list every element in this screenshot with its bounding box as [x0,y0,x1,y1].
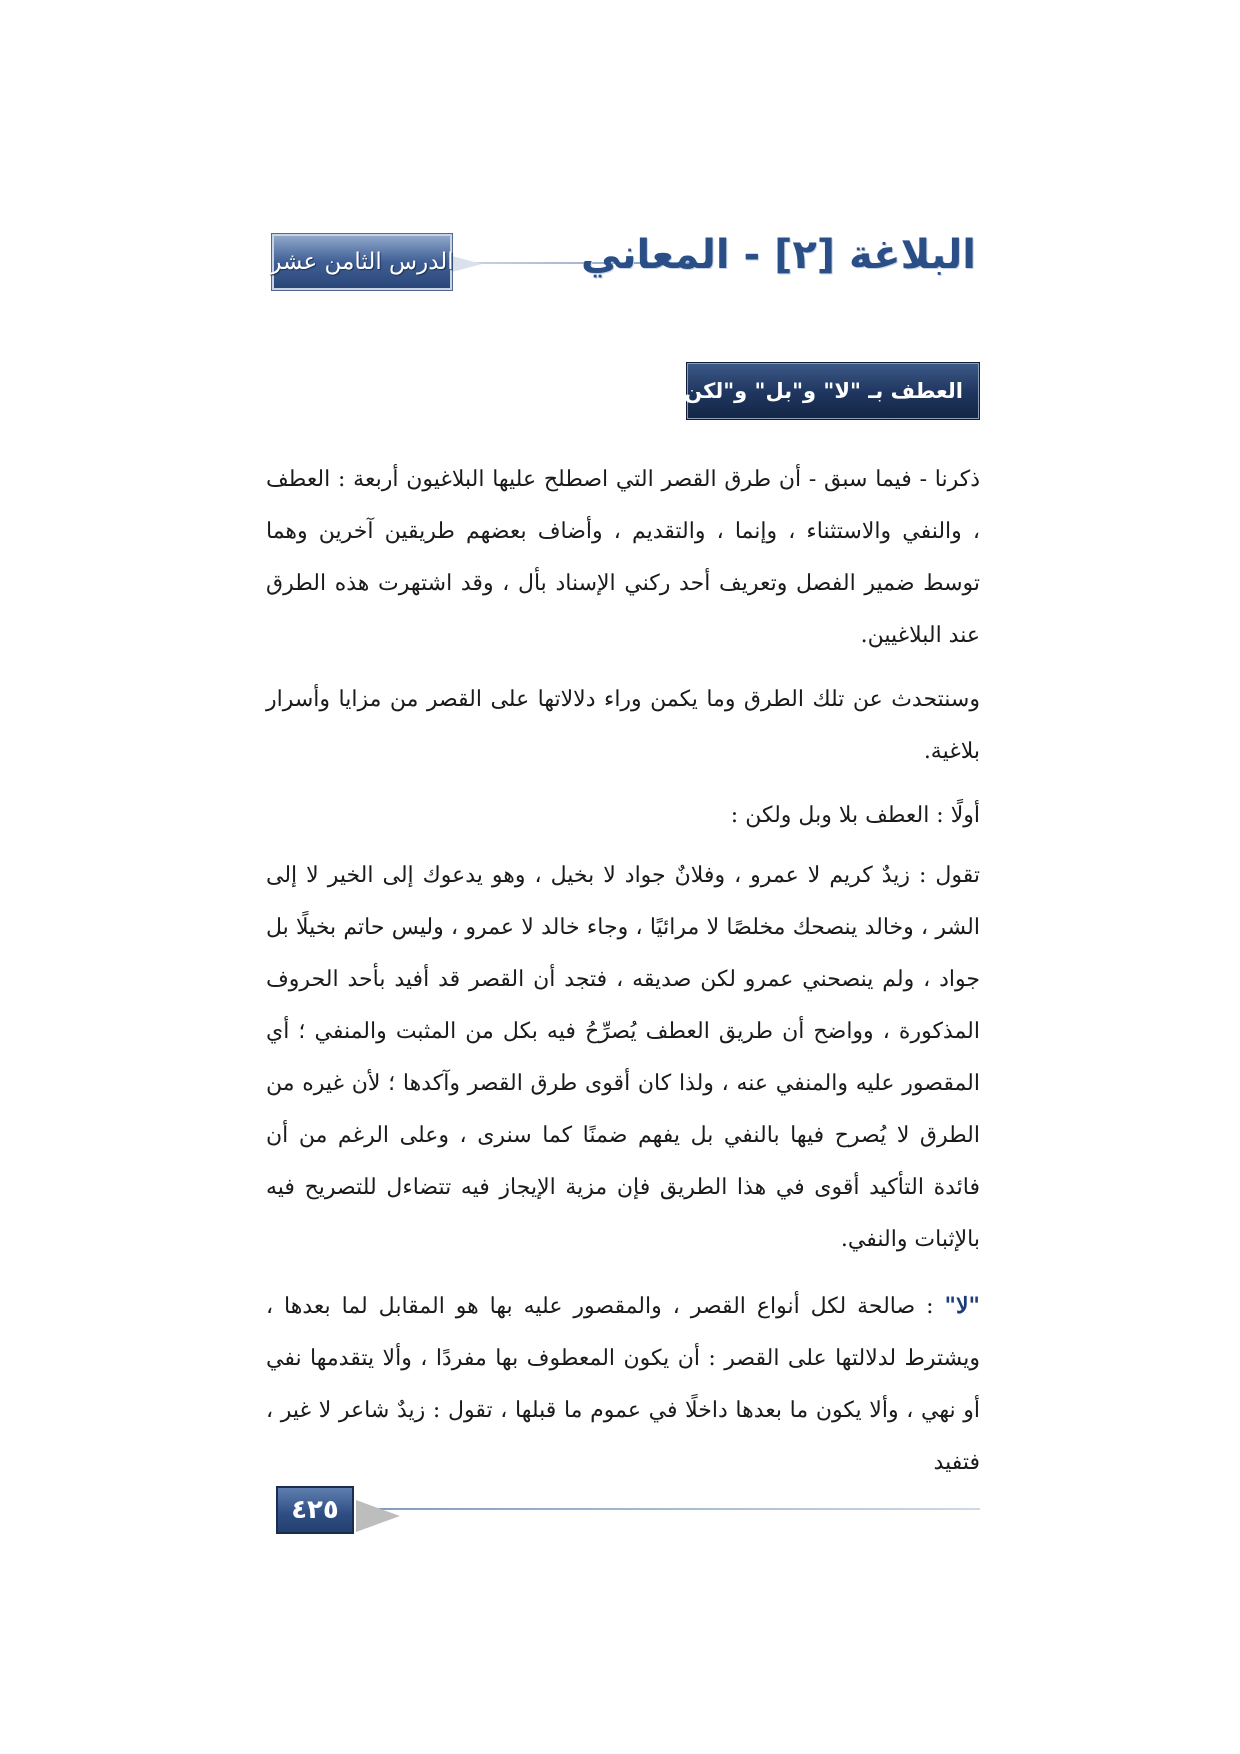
page-number: ٤٢٥ [291,1495,339,1525]
header-rule-wedge [452,256,482,272]
lesson-label: الدرس الثامن عشر [270,249,454,275]
section-heading [673,362,980,420]
lesson-badge [272,234,452,290]
book-title: البلاغة [٢] - المعاني [580,232,976,278]
paragraph-overview: وسنتحدث عن تلك الطرق وما يكمن وراء دلالاتها على القصر من مزايا وأسرار بلاغية. [266,687,980,764]
paragraph-la-text: : صالحة لكل أنواع القصر ، والمقصور عليه بها هو المقابل لما بعدها ، ويشترط لدلالتها على القصر : أن يكون المعطوف بها مفردًا ، وألا يتقدمها نفي أو نهي ، وألا يكون ما بعدها داخلًا في عموم ما قبلها ، تقول : زيدٌ شاعر لا غير ، فتفيد [266,1294,980,1475]
paragraph-examples: تقول : زيدٌ كريم لا عمرو ، وفلانٌ جواد لا بخيل ، وهو يدعوك إلى الخير لا إلى الشر ، وخالد ينصحك مخلصًا لا مرائيًا ، وجاء خالد لا عمرو ، وليس حاتم بخيلًا بل جواد ، ولم ينصحني عمرو لكن صديقه ، فتجد أن القصر قد أفيد بأحد الحروف المذكورة ، وواضح أن طريق العطف يُصرِّحُ فيه بكل من المثبت والمنفي ؛ أي المقصور عليه والمنفي عنه ، ولذا كان أقوى طرق القصر وآكدها ؛ لأن غيره من الطرق لا يُصرح فيها بالنفي بل يفهم ضمنًا كما سنرى ، وعلى الرغم من أن فائدة التأكيد أقوى في هذا الطريق فإن مزية الإيجاز فيه تتضاءل للتصريح فيه بالإثبات والنفي. [266,863,980,1252]
subheading-first: أولًا : العطف بلا وبل ولكن : [730,803,980,828]
page-number-badge [276,1486,354,1534]
page-footer [276,1486,980,1546]
term-la: "لا" [944,1293,980,1319]
page-body [266,454,980,1501]
paragraph-intro: ذكرنا - فيما سبق - أن طرق القصر التي اصطلح عليها البلاغيون أربعة : العطف ، والنفي والاستثناء ، وإنما ، والتقديم ، وأضاف بعضهم طريقين آخرين وهما توسط ضمير الفصل وتعريف أحد ركني الإسناد بأل ، وقد اشتهرت هذه الطرق عند البلاغيين. [266,467,980,648]
paragraph-la [266,1280,980,1489]
footer-rule-wedge [356,1500,400,1532]
page-header [270,228,980,292]
footer-rule [356,1508,980,1510]
section-heading-text: العطف بـ "لا" و"بل" و"لكن" [673,379,963,403]
